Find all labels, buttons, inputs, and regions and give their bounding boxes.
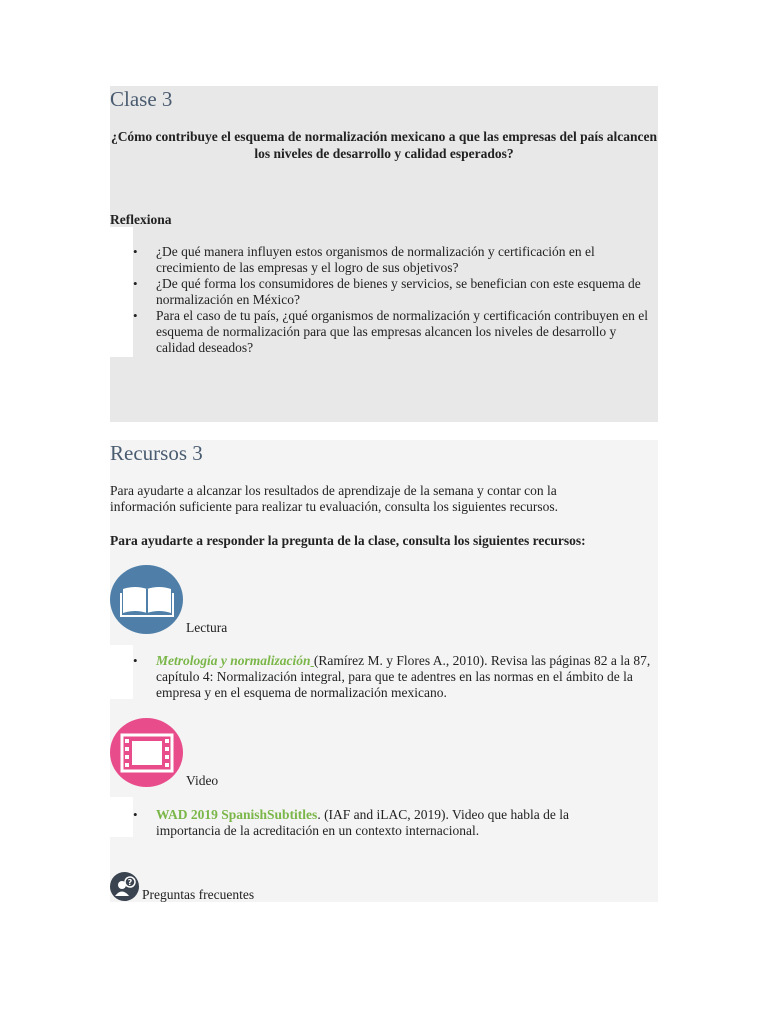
list-item: • ¿De qué forma los consumidores de bienes y servicios, se benefician con este esquema de normalización en México? (110, 276, 650, 308)
faq-icon[interactable] (110, 872, 139, 901)
book-icon[interactable] (110, 565, 183, 634)
lectura-label: Lectura (186, 620, 228, 635)
recursos-intro: Para ayudarte a alcanzar los resultados de aprendizaje de la semana y contar con la información suficiente para realizar tu evaluación, consulta los siguientes recursos. (110, 483, 558, 514)
lectura-list (110, 653, 658, 701)
recursos-section (110, 440, 658, 902)
video-link[interactable]: WAD 2019 SpanishSubtitles (156, 807, 318, 822)
lectura-description: (Ramírez M. y Flores A., 2010). Revisa las páginas 82 a la 87, capítulo 4: Normalización integral, para que te adentres en las normas en el ámbito de la empresa y en el esquema de normalización mexicano. (156, 653, 651, 700)
clase-question: ¿Cómo contribuye el esquema de normalización mexicano a que las empresas del país alcancen los niveles de desarrollo y calidad esperados? (110, 129, 658, 161)
clase-section (110, 86, 658, 422)
recursos-instruction: Para ayudarte a responder la pregunta de la clase, consulta los siguientes recursos: (110, 533, 586, 548)
list-item: • ¿De qué manera influyen estos organismos de normalización y certificación en el crecimiento de las empresas y el logro de sus objetivos? (110, 244, 650, 276)
video-description: . (IAF and iLAC, 2019). Video que habla de la importancia de la acreditación en un contexto internacional. (156, 807, 569, 838)
svg-text:?: ? (127, 877, 132, 887)
reflexiona-label: Reflexiona (110, 212, 172, 227)
list-item (110, 807, 630, 839)
reflexiona-list (110, 244, 650, 356)
list-item: • Para el caso de tu país, ¿qué organismos de normalización y certificación contribuyen en el esquema de normalización para que las empresas alcancen los niveles de desarrollo y calidad deseados? (110, 308, 650, 356)
video-label: Video (186, 773, 219, 788)
faq-label[interactable]: Preguntas frecuentes (142, 887, 255, 902)
lectura-link[interactable]: Metrología y normalización (156, 653, 311, 668)
film-icon[interactable] (110, 718, 183, 787)
list-item (110, 653, 658, 701)
recursos-title: Recursos 3 (110, 441, 203, 465)
video-list (110, 807, 630, 839)
clase-title: Clase 3 (110, 87, 173, 111)
